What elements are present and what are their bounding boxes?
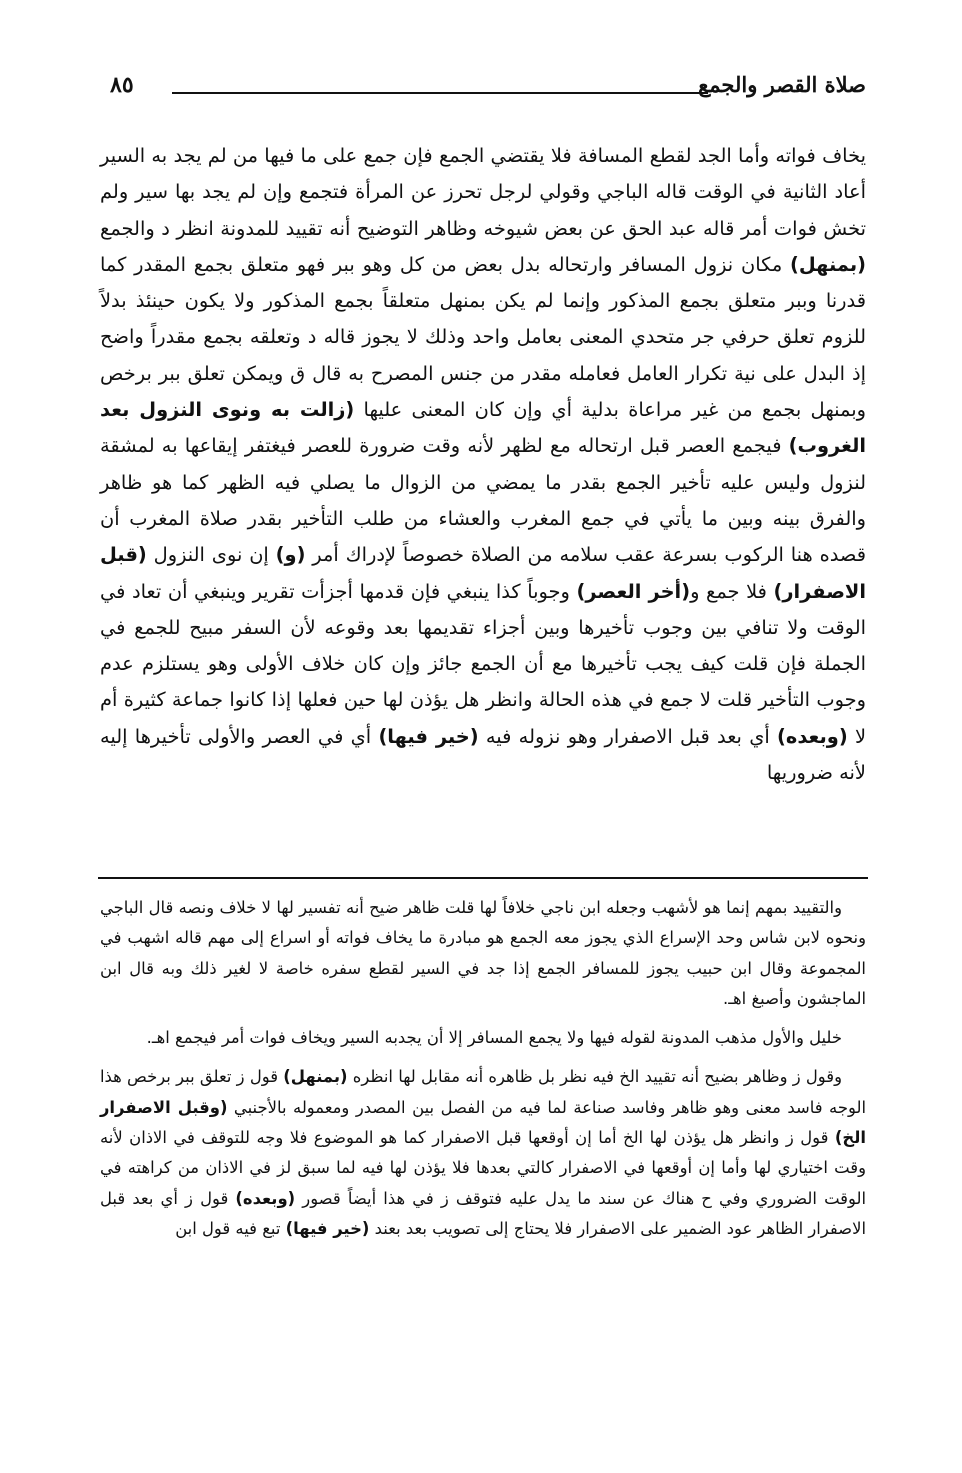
footnote-bold-term: (بمنهل) [283,1067,348,1087]
running-title: صلاة القصر والجمع [698,72,866,97]
bold-term: (أخر العصر) [576,579,691,603]
main-text-segment: وجوباً كذا ينبغي فإن قدمها أجزأت تقرير وينبغي أن تعاد في الوقت ولا تنافي بين وجوب تأخيرها وبين أجزاء تقديمها بعد وقوعه لأن السفر مبيح للجمع في الجملة فإن قلت كيف يجب تأخيرها مع أن الجمع جائز وإن كان خلاف الأولى وهو يستلزم عدم وجوب التأخير قلت لا جمع في هذه الحالة وانظر هل يؤذن لها حين فعلها إذا كانوا جماعة كثيرة أم لا [100,579,866,748]
footnote-bold-term: (خير فيها) [285,1218,370,1238]
footnote-bold-term: (وبعده) [235,1188,296,1208]
footnote-paragraph: خليل والأول مذهب المدونة لقوله فيها ولا يجمع المسافر إلا أن يجدبه السير ويخاف فوات أمر فيجمع اهـ. [146,1028,842,1048]
main-text-segment: إن نوى النزول [146,543,276,567]
footnote-segment: قول ز أي بعد قبل الاصفرار الظاهر عود الضمير على الاصفرار فلا يحتاج إلى تصويب بعد بعند [100,1188,866,1238]
main-text [100,138,866,791]
footnote-segment: قول ز وانظر هل يؤذن لها الخ أما إن أوقعها قبل الاصفرار كما هو الموضوع فلا وجه للتوقف في الاذان لأنه وقت اختياري لها وأما إن أوقعها في الاصفرار كالتي بعدها فلا يؤذن لها فيه لما سبق لز في الاذان من كراهته في الوقت الضروري وفي ح هناك عن سند ما يدل عليه فتوقف ز في هذا أيضاً قصور [100,1128,867,1208]
main-text-segment: فلا جمع و [690,579,774,603]
footnote-paragraph: والتقييد بمهم إنما هو لأشهب وجعله ابن ناجي خلافاً لها قلت ظاهر ضيح أنه تفسير لها لا خلاف ونصه قال الباجي ونحوه لابن شاس وحد الإسراع الذي يجوز معه الجمع هو مبادرة ما يخاف فواته أو اسراع إلى مهم قاله اشهب في المجموعة وقال ابن حبيب يجوز للمسافر الجمع إذا جد في السير لقطع سفره خاصة لا لغير ذلك وبه قال ابن الماجشون وأصبغ اهـ. [100,898,866,1008]
footnote-segment: وقول ز وظاهر بضيح أنه تقييد الخ فيه نظر بل ظاهره أنه مقابل لها انظره [347,1067,842,1087]
bold-term: (و) [275,543,306,567]
footnotes [100,893,866,1253]
page-header [110,68,866,108]
header-rule [172,92,708,94]
main-text-segment: مكان نزول المسافر وارتحاله بدل بعض من كل وهو ببر فهو متعلق بجمع المقدر كما قدرنا وببر متعلق بجمع المذكور وإنما لم يكن بمنهل متعلقاً بجمع المذكور ولا يكون حينئذ بدلاً للزوم تعلق حرفي جر متحدي المعنى بعامل واحد وذلك لا يجوز قاله د وتعلقه بجمع مقدراً واضح إذ البدل على نية تكرار العامل فعامله مقدر من جنس المصرح به قال ق ويمكن تعلق ببر برخص وبمنهل بجمع من غير مراعاة بدلية أي وإن كان المعنى عليها [100,252,866,422]
bold-term: (بمنهل) [789,252,866,276]
footnote-paragraph [100,1062,866,1244]
footnote-segment: قول ز تعلق ببر برخص هذا الوجه فاسد معنى وهو ظاهر وفاسد صناعة لما فيه من الفصل بين المصدر ومعموله بالأجنبي [100,1067,866,1117]
footnote-separator [98,877,868,879]
bold-term: (خير فيها) [378,724,479,748]
main-text-segment: أي بعد قبل الاصفرار وهو نزوله فيه [478,724,778,748]
footnote-bold-term: (وقبل الاصفرار الخ) [100,1097,866,1148]
footnote-segment: تبع فيه قول ابن [175,1218,286,1238]
bold-term: (وبعده) [777,724,848,748]
bold-term: (قبل الاصفرار) [100,543,867,603]
main-text-segment: فيجمع العصر قبل ارتحاله مع لظهر لأنه وقت ضرورة للعصر فيغتفر إيقاعها به لمشقة لنزول وليس عليه تأخير الجمع بقدر ما يمضي من الزوال ما يصلي فيه الظهر كما هو ظاهر والفرق بينه وبين ما يأتي في جمع المغرب والعشاء من طلب التأخير بقدر صلاة المغرب أن قصده هنا الركوب بسرعة عقب سلامه من الصلاة خصوصاً لإدراك أمر [100,434,866,567]
bold-term: (زالت به ونوى النزول بعد الغروب) [100,398,866,458]
main-text-segment: يخاف فواته وأما الجد لقطع المسافة فلا يقتضي الجمع فإن جمع على ما فيها من لم يجد به السير أعاد الثانية في الوقت قاله الباجي وقولي لرجل تحرز عن المرأة فتجمع وإن لم يجد بها سير ولم تخش فوات أمر قاله عبد الحق عن بعض شيوخه وظاهر التوضيح أنه تقييد للمدونة انظر د والجمع [100,144,866,240]
page-number: ٨٥ [110,72,134,98]
main-text-segment: أي في العصر والأولى تأخيرها إليه لأنه ضروريها [100,724,866,785]
